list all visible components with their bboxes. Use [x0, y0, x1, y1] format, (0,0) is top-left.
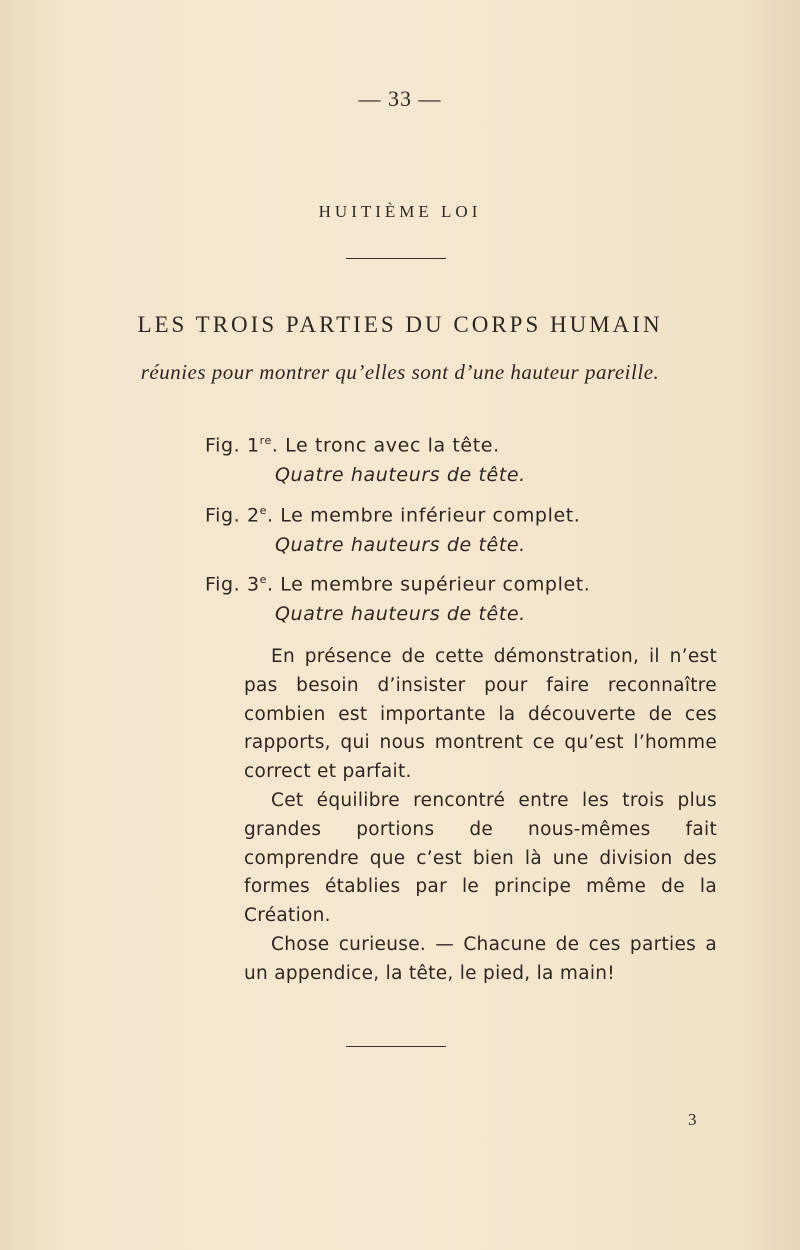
section-heading: HUITIÈME LOI	[318, 202, 482, 221]
figure-note: Quatre hauteurs de tête.	[275, 603, 526, 626]
figure-text: . Le tronc avec la tête.	[271, 434, 500, 457]
paragraph: Chose curieuse. — Chacune de ces parties a un appendice, la tête, le pied, la main!	[244, 933, 717, 984]
page-number: — 33 —	[358, 86, 442, 111]
body-text	[244, 643, 717, 989]
figure-caption-line	[205, 496, 725, 530]
figure-text: . Le membre inférieur complet.	[267, 504, 581, 527]
chapter-subtitle: réunies pour montrer qu’elles sont d’une hauteur pareille.	[140, 360, 660, 384]
figure-label: Fig. 2	[205, 504, 260, 527]
signature-mark: 3	[688, 1110, 697, 1129]
figure-note: Quatre hauteurs de tête.	[275, 534, 526, 557]
paragraph: Cet équilibre rencontré entre les trois plus grandes portions de nous-mêmes fait comprendre que c’est bien là une division des formes établies par le principe même de la Création.	[244, 789, 717, 927]
figure-caption-line	[205, 565, 725, 599]
figure-text: . Le membre supérieur complet.	[267, 573, 591, 596]
paragraph: En présence de cette démonstration, il n’est pas besoin d’insister pour faire reconnaître combien est importante la découverte de ces rapports, qui nous montrent ce qu’est l’homme correct et parfait.	[244, 646, 717, 783]
figure-caption-3	[205, 565, 725, 629]
figure-caption-1	[205, 426, 725, 490]
figure-note: Quatre hauteurs de tête.	[275, 464, 526, 487]
figure-ordinal-suffix: e	[259, 504, 268, 517]
figure-caption-2	[205, 496, 725, 560]
figure-ordinal-suffix: e	[259, 573, 268, 586]
divider-top	[346, 258, 446, 259]
figure-label: Fig. 3	[205, 573, 260, 596]
figure-caption-line	[205, 426, 725, 460]
divider-bottom	[346, 1046, 446, 1047]
figure-label: Fig. 1	[205, 434, 260, 457]
figure-ordinal-suffix: re	[259, 434, 272, 447]
chapter-title: LES TROIS PARTIES DU CORPS HUMAIN	[137, 312, 663, 337]
